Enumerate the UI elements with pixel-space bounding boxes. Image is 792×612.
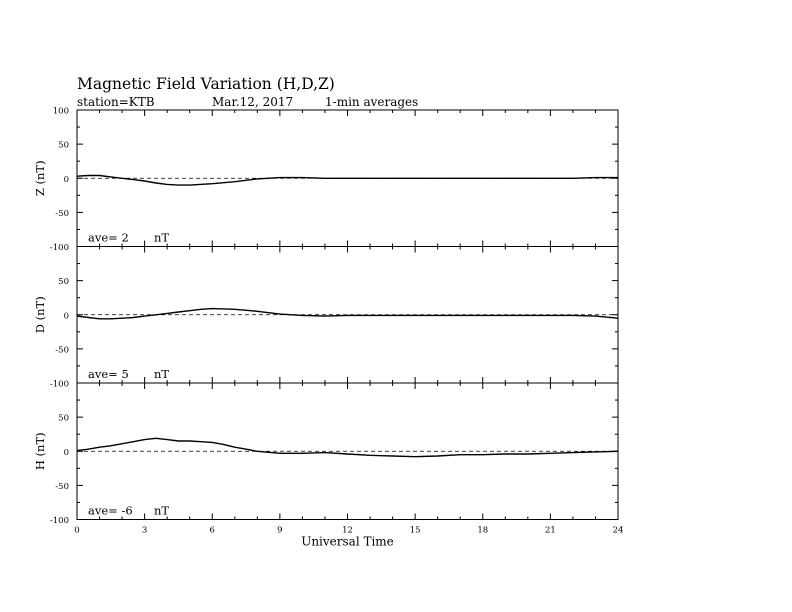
y-tick-label-d: -100 <box>49 379 69 390</box>
x-axis-label: Universal Time <box>301 534 394 549</box>
series-line-d <box>77 309 618 319</box>
date-label: Mar.12, 2017 <box>212 95 294 109</box>
unit-label-h: nT <box>154 503 170 518</box>
series-line-z <box>77 176 618 186</box>
x-tick-label: 12 <box>342 525 353 536</box>
y-tick-label-z: -50 <box>55 208 69 219</box>
y-tick-label-d: 0 <box>63 311 69 322</box>
average-label-z: ave= 2 <box>88 230 129 245</box>
x-tick-label: 24 <box>612 525 624 536</box>
y-tick-label-d: -50 <box>55 345 69 356</box>
averaging-label: 1-min averages <box>325 95 419 109</box>
chart-title: Magnetic Field Variation (H,D,Z) <box>77 75 335 93</box>
y-tick-label-z: 100 <box>52 106 69 117</box>
y-tick-label-z: 0 <box>63 174 69 185</box>
x-tick-label: 3 <box>141 525 148 536</box>
y-tick-label-h: -100 <box>49 516 69 526</box>
y-tick-label-d: 50 <box>58 277 69 288</box>
x-tick-label: 21 <box>544 525 556 536</box>
x-tick-label: 15 <box>409 525 421 536</box>
x-tick-label: 18 <box>477 525 489 536</box>
y-tick-label-h: 50 <box>58 413 69 424</box>
y-tick-label-h: -50 <box>55 481 69 492</box>
x-tick-label: 9 <box>277 525 283 536</box>
station-label: station=KTB <box>77 95 155 109</box>
unit-label-d: nT <box>154 367 170 381</box>
y-axis-label-d: D (nT) <box>33 296 47 334</box>
x-tick-label: 0 <box>74 525 80 536</box>
average-label-h: ave= -6 <box>88 503 133 518</box>
unit-label-z: nT <box>154 230 170 245</box>
y-tick-label-h: 0 <box>63 447 69 458</box>
y-axis-label-z: Z (nT) <box>33 160 47 197</box>
series-line-h <box>77 438 618 456</box>
panel-frame-h <box>77 383 618 520</box>
y-axis-label-h: H (nT) <box>33 432 47 471</box>
y-tick-label-z: -100 <box>49 243 69 253</box>
x-tick-label: 6 <box>209 525 215 536</box>
y-tick-label-z: 50 <box>58 140 69 151</box>
average-label-d: ave= 5 <box>88 367 129 381</box>
